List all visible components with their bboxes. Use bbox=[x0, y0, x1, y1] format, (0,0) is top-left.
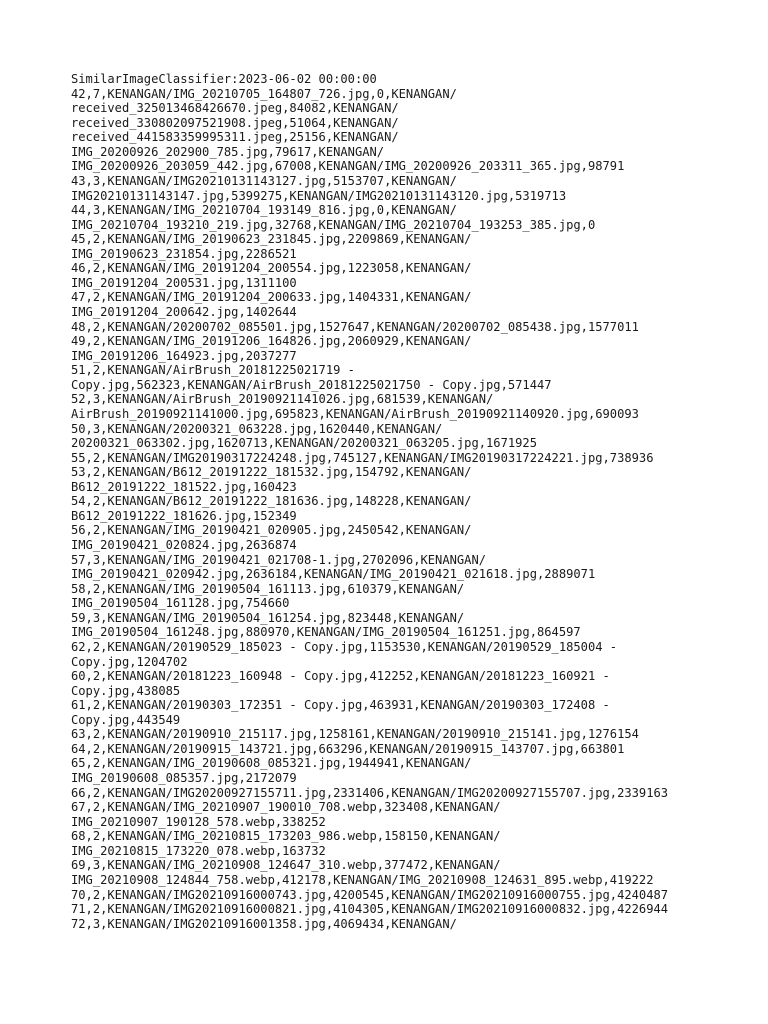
document-text-line: 72,3,KENANGAN/IMG20210916001358.jpg,4069434,KENANGAN/ bbox=[71, 916, 457, 931]
document-text-line: 70,2,KENANGAN/IMG20210916000743.jpg,4200545,KENANGAN/IMG20210916000755.jpg,4240487 bbox=[71, 887, 669, 902]
document-text-line: 57,3,KENANGAN/IMG_20190421_021708-1.jpg,2702096,KENANGAN/ bbox=[71, 552, 487, 567]
document-text-line: IMG_20191204_200642.jpg,1402644 bbox=[71, 305, 297, 319]
document-text-line: 71,2,KENANGAN/IMG20210916000821.jpg,4104305,KENANGAN/IMG20210916000832.jpg,4226944 bbox=[71, 902, 669, 917]
document-text-line: B612_20191222_181522.jpg,160423 bbox=[71, 479, 297, 494]
document-text-line: IMG_20200926_203059_442.jpg,67008,KENANGAN/IMG_20200926_203311_365.jpg,98791 bbox=[71, 159, 625, 174]
document-text-line: 55,2,KENANGAN/IMG20190317224248.jpg,745127,KENANGAN/IMG20190317224221.jpg,738936 bbox=[71, 450, 654, 465]
document-text-line: 68,2,KENANGAN/IMG_20210815_173203_986.webp,158150,KENANGAN/ bbox=[71, 829, 501, 844]
document-text-line: 61,2,KENANGAN/20190303_172351 - Copy.jpg,463931,KENANGAN/20190303_172408 - bbox=[71, 698, 610, 713]
document-text-line: IMG_20190421_020824.jpg,2636874 bbox=[71, 538, 297, 552]
document-text-line: received_325013468426670.jpeg,84082,KENANGAN/ bbox=[71, 101, 399, 116]
document-text-line: IMG_20191206_164923.jpg,2037277 bbox=[71, 348, 297, 363]
document-text-line: received_330802097521908.jpeg,51064,KENANGAN/ bbox=[71, 115, 399, 130]
document-text-line: 50,3,KENANGAN/20200321_063228.jpg,1620440,KENANGAN/ bbox=[71, 421, 443, 436]
document-text-line: 51,2,KENANGAN/AirBrush_20181225021719 - bbox=[71, 363, 355, 378]
document-text-line: IMG_20210815_173220_078.webp,163732 bbox=[71, 843, 326, 858]
document-text-line: AirBrush_20190921141000.jpg,695823,KENANGAN/AirBrush_20190921140920.jpg,690093 bbox=[71, 406, 639, 421]
document-text-line: 58,2,KENANGAN/IMG_20190504_161113.jpg,610379,KENANGAN/ bbox=[71, 581, 465, 596]
document-text-line: IMG_20190421_020942.jpg,2636184,KENANGAN/IMG_20190421_021618.jpg,2889071 bbox=[71, 567, 596, 582]
document-text-line: IMG_20190608_085357.jpg,2172079 bbox=[71, 771, 297, 785]
document-text-line: 69,3,KENANGAN/IMG_20210908_124647_310.webp,377472,KENANGAN/ bbox=[71, 858, 501, 873]
document-text-line: 48,2,KENANGAN/20200702_085501.jpg,1527647,KENANGAN/20200702_085438.jpg,1577011 bbox=[71, 319, 639, 334]
document-text-line: IMG_20210908_124844_758.webp,412178,KENANGAN/IMG_20210908_124631_895.webp,419222 bbox=[71, 872, 654, 887]
document-text-line: Copy.jpg,438085 bbox=[71, 683, 181, 698]
document-text-line: Copy.jpg,1204702 bbox=[71, 654, 188, 669]
document-text-line: IMG_20190623_231854.jpg,2286521 bbox=[71, 246, 297, 261]
document-text-line: IMG_20210704_193210_219.jpg,32768,KENANGAN/IMG_20210704_193253_385.jpg,0 bbox=[71, 217, 596, 232]
document-text-line: Copy.jpg,443549 bbox=[71, 712, 181, 727]
document-text-block bbox=[71, 72, 668, 931]
document-text-line: B612_20191222_181626.jpg,152349 bbox=[71, 508, 297, 523]
document-text-line: IMG_20190504_161248.jpg,880970,KENANGAN/IMG_20190504_161251.jpg,864597 bbox=[71, 625, 581, 640]
document-text-line: IMG_20191204_200531.jpg,1311100 bbox=[71, 275, 297, 290]
document-text-line: 53,2,KENANGAN/B612_20191222_181532.jpg,154792,KENANGAN/ bbox=[71, 465, 472, 480]
document-text-line: 46,2,KENANGAN/IMG_20191204_200554.jpg,1223058,KENANGAN/ bbox=[71, 261, 472, 276]
document-text-line: 66,2,KENANGAN/IMG20200927155711.jpg,2331406,KENANGAN/IMG20200927155707.jpg,2339163 bbox=[71, 785, 669, 800]
document-text-line: 43,3,KENANGAN/IMG20210131143127.jpg,5153707,KENANGAN/ bbox=[71, 173, 457, 188]
document-text-line: 54,2,KENANGAN/B612_20191222_181636.jpg,148228,KENANGAN/ bbox=[71, 494, 472, 509]
document-text-line: 49,2,KENANGAN/IMG_20191206_164826.jpg,2060929,KENANGAN/ bbox=[71, 334, 472, 349]
document-text-line: 52,3,KENANGAN/AirBrush_20190921141026.jpg,681539,KENANGAN/ bbox=[71, 392, 494, 407]
document-text-line: IMG_20210907_190128_578.webp,338252 bbox=[71, 814, 326, 829]
document-text-line: 42,7,KENANGAN/IMG_20210705_164807_726.jpg,0,KENANGAN/ bbox=[71, 86, 457, 101]
document-text-line: 47,2,KENANGAN/IMG_20191204_200633.jpg,1404331,KENANGAN/ bbox=[71, 290, 472, 305]
document-text-line: 60,2,KENANGAN/20181223_160948 - Copy.jpg,412252,KENANGAN/20181223_160921 - bbox=[71, 669, 610, 684]
document-text-line: IMG20210131143147.jpg,5399275,KENANGAN/IMG20210131143120.jpg,5319713 bbox=[71, 188, 567, 203]
document-text-line: 63,2,KENANGAN/20190910_215117.jpg,1258161,KENANGAN/20190910_215141.jpg,1276154 bbox=[71, 727, 639, 742]
document-text-line: 67,2,KENANGAN/IMG_20210907_190010_708.webp,323408,KENANGAN/ bbox=[71, 800, 501, 815]
document-text-line: received_441583359995311.jpeg,25156,KENANGAN/ bbox=[71, 130, 399, 145]
document-text-line: 65,2,KENANGAN/IMG_20190608_085321.jpg,1944941,KENANGAN/ bbox=[71, 756, 472, 771]
document-text-line: 64,2,KENANGAN/20190915_143721.jpg,663296,KENANGAN/20190915_143707.jpg,663801 bbox=[71, 741, 625, 756]
document-header-line: SimilarImageClassifier:2023-06-02 00:00:00 bbox=[71, 72, 377, 86]
document-text-line: 62,2,KENANGAN/20190529_185023 - Copy.jpg,1153530,KENANGAN/20190529_185004 - bbox=[71, 639, 618, 654]
document-text-line: 56,2,KENANGAN/IMG_20190421_020905.jpg,2450542,KENANGAN/ bbox=[71, 523, 472, 538]
document-text-line: 59,3,KENANGAN/IMG_20190504_161254.jpg,823448,KENANGAN/ bbox=[71, 610, 465, 625]
document-text-line: 44,3,KENANGAN/IMG_20210704_193149_816.jpg,0,KENANGAN/ bbox=[71, 203, 457, 218]
document-text-line: 45,2,KENANGAN/IMG_20190623_231845.jpg,2209869,KENANGAN/ bbox=[71, 232, 472, 247]
document-text-line: 20200321_063302.jpg,1620713,KENANGAN/20200321_063205.jpg,1671925 bbox=[71, 436, 537, 451]
document-text-line: IMG_20200926_202900_785.jpg,79617,KENANGAN/ bbox=[71, 144, 385, 159]
document-text-line: Copy.jpg,562323,KENANGAN/AirBrush_20181225021750 - Copy.jpg,571447 bbox=[71, 377, 552, 392]
document-text-line: IMG_20190504_161128.jpg,754660 bbox=[71, 596, 290, 611]
